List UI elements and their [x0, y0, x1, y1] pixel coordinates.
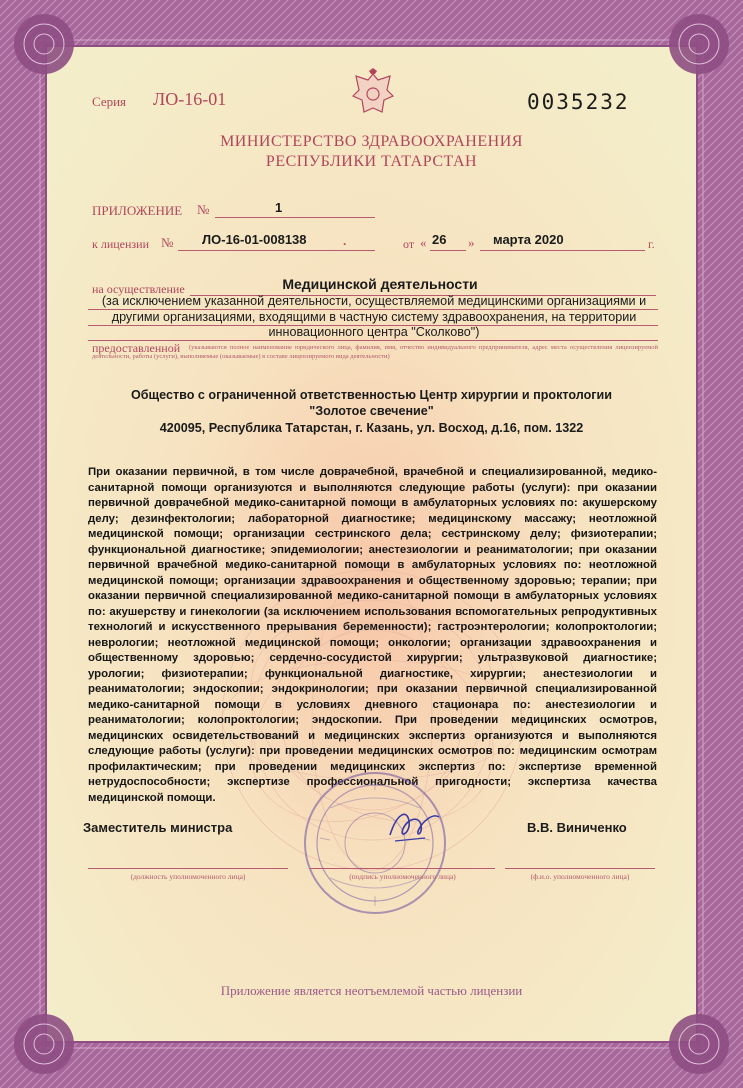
activity-description: (за исключением указанной деятельности, осуществляемой медицинскими организациями и другими организациями, входящими в частную систему здравоохранения, на территории инновационного центра "Сколково") [101, 294, 647, 339]
activity-title: Медицинской деятельности [282, 276, 478, 292]
signer-name: В.В. Виниченко [527, 820, 627, 835]
activity-desc-line2 [88, 325, 658, 326]
name-line [505, 868, 655, 869]
license-number-sign: № [161, 235, 174, 250]
license-prefix: к лицензии [92, 237, 149, 251]
license-quote-close: » [468, 235, 475, 250]
series-value: ЛО-16-01 [153, 89, 227, 109]
position-caption: (должность уполномоченного лица) [130, 872, 246, 881]
ministry-title-line1: МИНИСТЕРСТВО ЗДРАВООХРАНЕНИЯ [220, 133, 523, 150]
provided-note: (указываются полное наименование юридического лица, фамилия, имя, отчество индивидуального предпринимателя, адрес места осуществления лицензируемой деятельности, работы (услуги), выполняемые (оказываемые) в составе лицензируемого вида деятельности) [92, 344, 658, 360]
organization-name-line2: "Золотое свечение" [309, 404, 434, 418]
license-from-label: от [403, 237, 415, 251]
position-line [88, 868, 288, 869]
license-quote-open: « [420, 235, 427, 250]
license-day: 26 [432, 232, 447, 247]
license-year-suffix: г. [648, 237, 655, 251]
license-number: ЛО-16-01-008138 [202, 232, 307, 247]
appendix-number-line [215, 217, 375, 218]
name-caption: (ф.и.о. уполномоченного лица) [530, 872, 630, 881]
signer-position: Заместитель министра [83, 820, 233, 835]
footer-note: Приложение является неотъемлемой частью лицензии [220, 983, 523, 998]
appendix-number-sign: № [197, 202, 210, 217]
organization-address: 420095, Республика Татарстан, г. Казань, ул. Восход, д.16, пом. 1322 [159, 421, 584, 435]
appendix-label: ПРИЛОЖЕНИЕ [92, 203, 183, 218]
signature-caption: (подпись уполномоченного лица) [349, 872, 456, 881]
coat-of-arms-icon [350, 68, 396, 120]
services-text: При оказании первичной, в том числе доврачебной, врачебной и специализированной, медико-санитарной помощи организуются и выполняются следующие работы (услуги): при оказании первичной доврачебной медико-санитарной помощи в амбулаторных условиях по: акушерскому делу; дезинфектологии; лабораторной диагностике; медицинскому массажу; неотложной медицинской помощи; организации сестринского дела; сестринскому делу; физиотерапии; функциональной диагностике; эпидемиологии; анестезиологии и реаниматологии; при оказании первичной врачебной медико-санитарной помощи в амбулаторных условиях по: неотложной медицинской помощи; организации здравоохранения и общественному здоровью; терапии; при оказании первичной специализированной медико-санитарной помощи в амбулаторных условиях по: акушерству и гинекологии (за исключением использования вспомогательных репродуктивных технологий и искусственного прерывания беременности); гастроэнтерологии; колопроктологии; неврологии; неотложной медицинской помощи; онкологии; организации здравоохранения и общественному здоровью; сердечно-сосудистой хирургии; ультразвуковой диагностике; урологии; физиотерапии; функциональной диагностике, хирургии; анестезиологии и реаниматологии; эндоскопии; эндокринологии; при оказании первичной специализированной медико-санитарной помощи в условиях дневного стационара по: анестезиологии и реаниматологии; колопроктологии; эндоскопии. При проведении медицинских осмотров, медицинских освидетельствований и медицинских экспертиз организуются и выполняются следующие работы (услуги): при проведении медицинских осмотров по: медицинским осмотрам профилактическим; при проведении медицинских экспертиз по: экспертизе временной нетрудоспособности; экспертизе профессиональной пригодности; экспертиза качества медицинской помощи. [88, 466, 657, 804]
license-day-line [430, 250, 466, 251]
signature-line [310, 868, 495, 869]
blank-number: 0035232 [527, 90, 630, 114]
organization-name-line1: Общество с ограниченной ответственностью Центр хирургии и проктологии [130, 388, 613, 402]
license-month-line [480, 250, 645, 251]
activity-label: на осуществление [92, 282, 185, 296]
series-label: Серия [92, 94, 127, 109]
ministry-title-line2: РЕСПУБЛИКИ ТАТАРСТАН [265, 153, 478, 170]
license-month-year: марта 2020 [493, 232, 564, 247]
provided-label: предоставленной [92, 341, 181, 355]
license-number-dot: . [343, 234, 347, 248]
appendix-number: 1 [275, 200, 283, 215]
activity-desc-line1 [88, 309, 658, 310]
handwritten-signature [385, 805, 445, 847]
license-number-line [178, 250, 375, 251]
